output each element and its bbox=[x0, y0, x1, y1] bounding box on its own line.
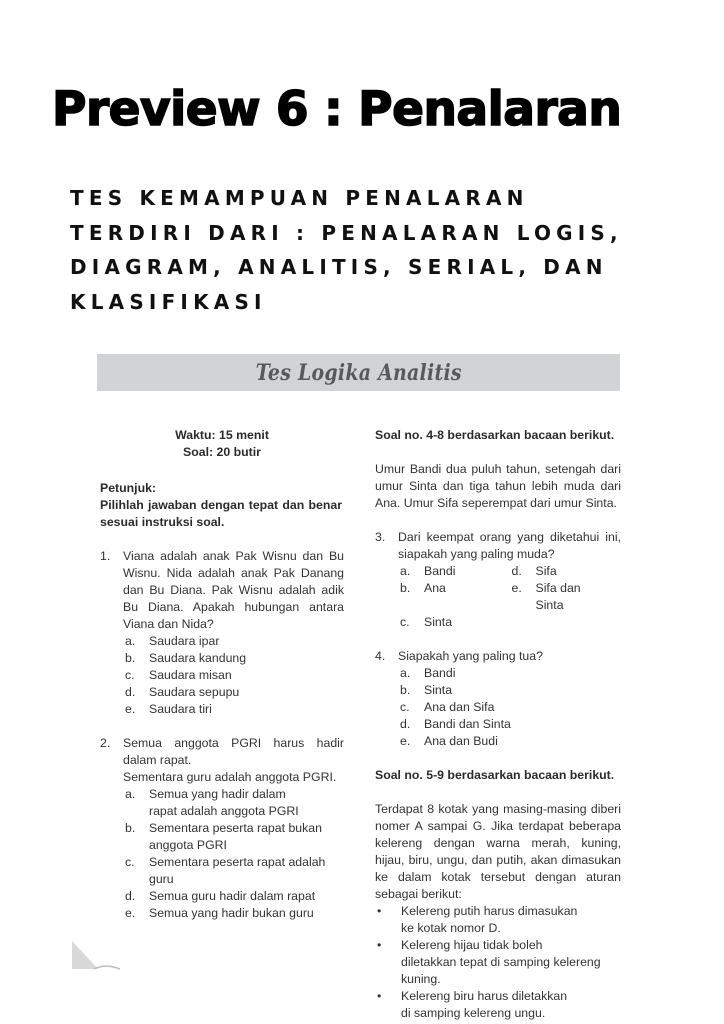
option-text: Bandi dan Sinta bbox=[424, 717, 511, 731]
rule-text: Kelereng hijau tidak boleh diletakkan tepat di samping kelereng kuning. bbox=[401, 938, 601, 986]
option-letter: d. bbox=[125, 889, 136, 903]
option-letter: c. bbox=[125, 668, 135, 682]
option bbox=[123, 905, 344, 922]
option-letter: b. bbox=[125, 821, 136, 835]
option bbox=[123, 667, 344, 684]
option bbox=[398, 699, 621, 716]
option bbox=[123, 888, 344, 905]
banner-title: Tes Logika Analitis bbox=[255, 359, 462, 386]
option-letter: d. bbox=[511, 564, 522, 578]
option bbox=[123, 701, 344, 718]
question-count: Soal: 20 butir bbox=[183, 445, 261, 459]
subtitle-line: TERDIRI DARI : PENALARAN LOGIS, bbox=[70, 220, 623, 245]
option-letter: c. bbox=[125, 855, 135, 869]
option-text: Semua yang hadir dalam rapat adalah anggota PGRI bbox=[149, 787, 299, 818]
options-grid bbox=[398, 563, 621, 631]
option-letter: d. bbox=[400, 717, 411, 731]
option-text: Sinta bbox=[424, 683, 453, 697]
subtitle bbox=[70, 181, 710, 319]
question-number: 4. bbox=[375, 649, 386, 663]
option-letter: e. bbox=[400, 734, 411, 748]
rule-text: Kelereng putih harus dimasukan ke kotak nomor D. bbox=[401, 904, 578, 935]
option-letter: c. bbox=[400, 700, 410, 714]
option bbox=[510, 580, 622, 614]
bullet-icon: • bbox=[377, 989, 382, 1003]
option-letter: e. bbox=[125, 702, 136, 716]
question-number: 1. bbox=[100, 549, 111, 563]
option bbox=[398, 580, 510, 614]
option-text: Saudara sepupu bbox=[149, 685, 240, 699]
section-banner bbox=[97, 354, 620, 391]
option bbox=[123, 786, 344, 820]
question-text: Viana adalah anak Pak Wisnu dan Bu Wisnu. Nida adalah anak Pak Danang dan Bu Diana. Pak Wisnu adalah adik Bu Diana. Apakah hubungan antara Viana dan Nida? bbox=[123, 549, 344, 631]
option-text: Ana bbox=[424, 581, 446, 595]
option-text: Ana dan Budi bbox=[424, 734, 498, 748]
instructions-text: Pilihlah jawaban dengan tepat dan benar sesuai instruksi soal. bbox=[100, 498, 342, 529]
rule-text: Kelereng biru harus diletakkan di samping kelereng ungu. bbox=[401, 989, 568, 1020]
option-text: Sementara peserta rapat bukan anggota PGRI bbox=[149, 821, 322, 852]
option bbox=[398, 682, 621, 699]
option bbox=[123, 633, 344, 650]
scanned-document-page bbox=[0, 340, 724, 1024]
time-limit: Waktu: 15 menit bbox=[175, 428, 269, 442]
question-4 bbox=[375, 648, 621, 750]
question-number: 2. bbox=[100, 736, 111, 750]
option bbox=[398, 614, 510, 631]
option-text: Bandi bbox=[424, 666, 456, 680]
option-letter: d. bbox=[125, 685, 136, 699]
option bbox=[123, 854, 344, 888]
question-2 bbox=[100, 735, 344, 922]
option-letter: a. bbox=[125, 787, 136, 801]
question-1 bbox=[100, 548, 344, 718]
option bbox=[398, 733, 621, 750]
section-heading: Soal no. 4-8 berdasarkan bacaan berikut. bbox=[375, 428, 615, 442]
section-heading: Soal no. 5-9 berdasarkan bacaan berikut. bbox=[375, 768, 615, 782]
option-text: Sinta bbox=[424, 615, 453, 629]
option-letter: e. bbox=[125, 906, 136, 920]
option-text: Saudara kandung bbox=[149, 651, 247, 665]
option bbox=[510, 563, 622, 580]
option-letter: a. bbox=[400, 666, 411, 680]
option-text: Saudara tiri bbox=[149, 702, 212, 716]
page-title: Preview 6 : Penalaran bbox=[52, 82, 622, 137]
option-letter: a. bbox=[400, 564, 411, 578]
option-text: Sifa bbox=[535, 564, 557, 578]
question-number: 3. bbox=[375, 530, 386, 544]
option bbox=[123, 650, 344, 667]
option-text: Saudara misan bbox=[149, 668, 232, 682]
subtitle-line: DIAGRAM, ANALITIS, SERIAL, DAN bbox=[70, 255, 608, 279]
option bbox=[398, 563, 510, 580]
question-text: Dari keempat orang yang diketahui ini, siapakah yang paling muda? bbox=[398, 530, 621, 561]
subtitle-line: TES KEMAMPUAN PENALARAN bbox=[70, 186, 529, 210]
option-text: Sifa dan Sinta bbox=[535, 581, 581, 612]
option-text: Semua guru hadir dalam rapat bbox=[149, 889, 316, 903]
option-text: Sementara peserta rapat adalah guru bbox=[149, 855, 326, 886]
question-text: Semua anggota PGRI harus hadir dalam rapat. bbox=[123, 736, 344, 767]
rule-item bbox=[375, 988, 621, 1022]
option-letter: c. bbox=[400, 615, 410, 629]
option-text: Semua yang hadir bukan guru bbox=[149, 906, 314, 920]
bullet-icon: • bbox=[377, 938, 382, 952]
rule-item bbox=[375, 937, 621, 988]
question-3 bbox=[375, 529, 621, 631]
option bbox=[123, 820, 344, 854]
option-letter: b. bbox=[125, 651, 136, 665]
right-column bbox=[375, 427, 621, 1022]
bullet-icon: • bbox=[377, 904, 382, 918]
option-letter: b. bbox=[400, 581, 411, 595]
option-letter: b. bbox=[400, 683, 411, 697]
option bbox=[398, 716, 621, 733]
option-text: Bandi bbox=[424, 564, 456, 578]
rule-item bbox=[375, 903, 621, 937]
question-text: Siapakah yang paling tua? bbox=[398, 649, 543, 663]
page-curl-icon bbox=[72, 941, 122, 971]
question-text-2: Sementara guru adalah anggota PGRI. bbox=[123, 770, 337, 784]
left-column bbox=[100, 427, 344, 922]
option-text: Saudara ipar bbox=[149, 634, 220, 648]
option-letter: e. bbox=[511, 581, 522, 595]
reading-passage: Umur Bandi dua puluh tahun, setengah dari umur Sinta dan tiga tahun lebih muda dari Ana. Umur Sifa seperempat dari umur Sinta. bbox=[375, 462, 621, 510]
instructions-label: Petunjuk: bbox=[100, 481, 157, 495]
option-text: Ana dan Sifa bbox=[424, 700, 495, 714]
option bbox=[398, 665, 621, 682]
reading-passage: Terdapat 8 kotak yang masing-masing diberi nomer A sampai G. Jika terdapat beberapa kelereng dengan warna merah, kuning, hijau, biru, ungu, dan putih, akan dimasukan ke dalam kotak tersebut dengan aturan sebagai berikut: bbox=[375, 802, 621, 901]
option bbox=[123, 684, 344, 701]
option-letter: a. bbox=[125, 634, 136, 648]
subtitle-line: KLASIFIKASI bbox=[70, 289, 267, 314]
